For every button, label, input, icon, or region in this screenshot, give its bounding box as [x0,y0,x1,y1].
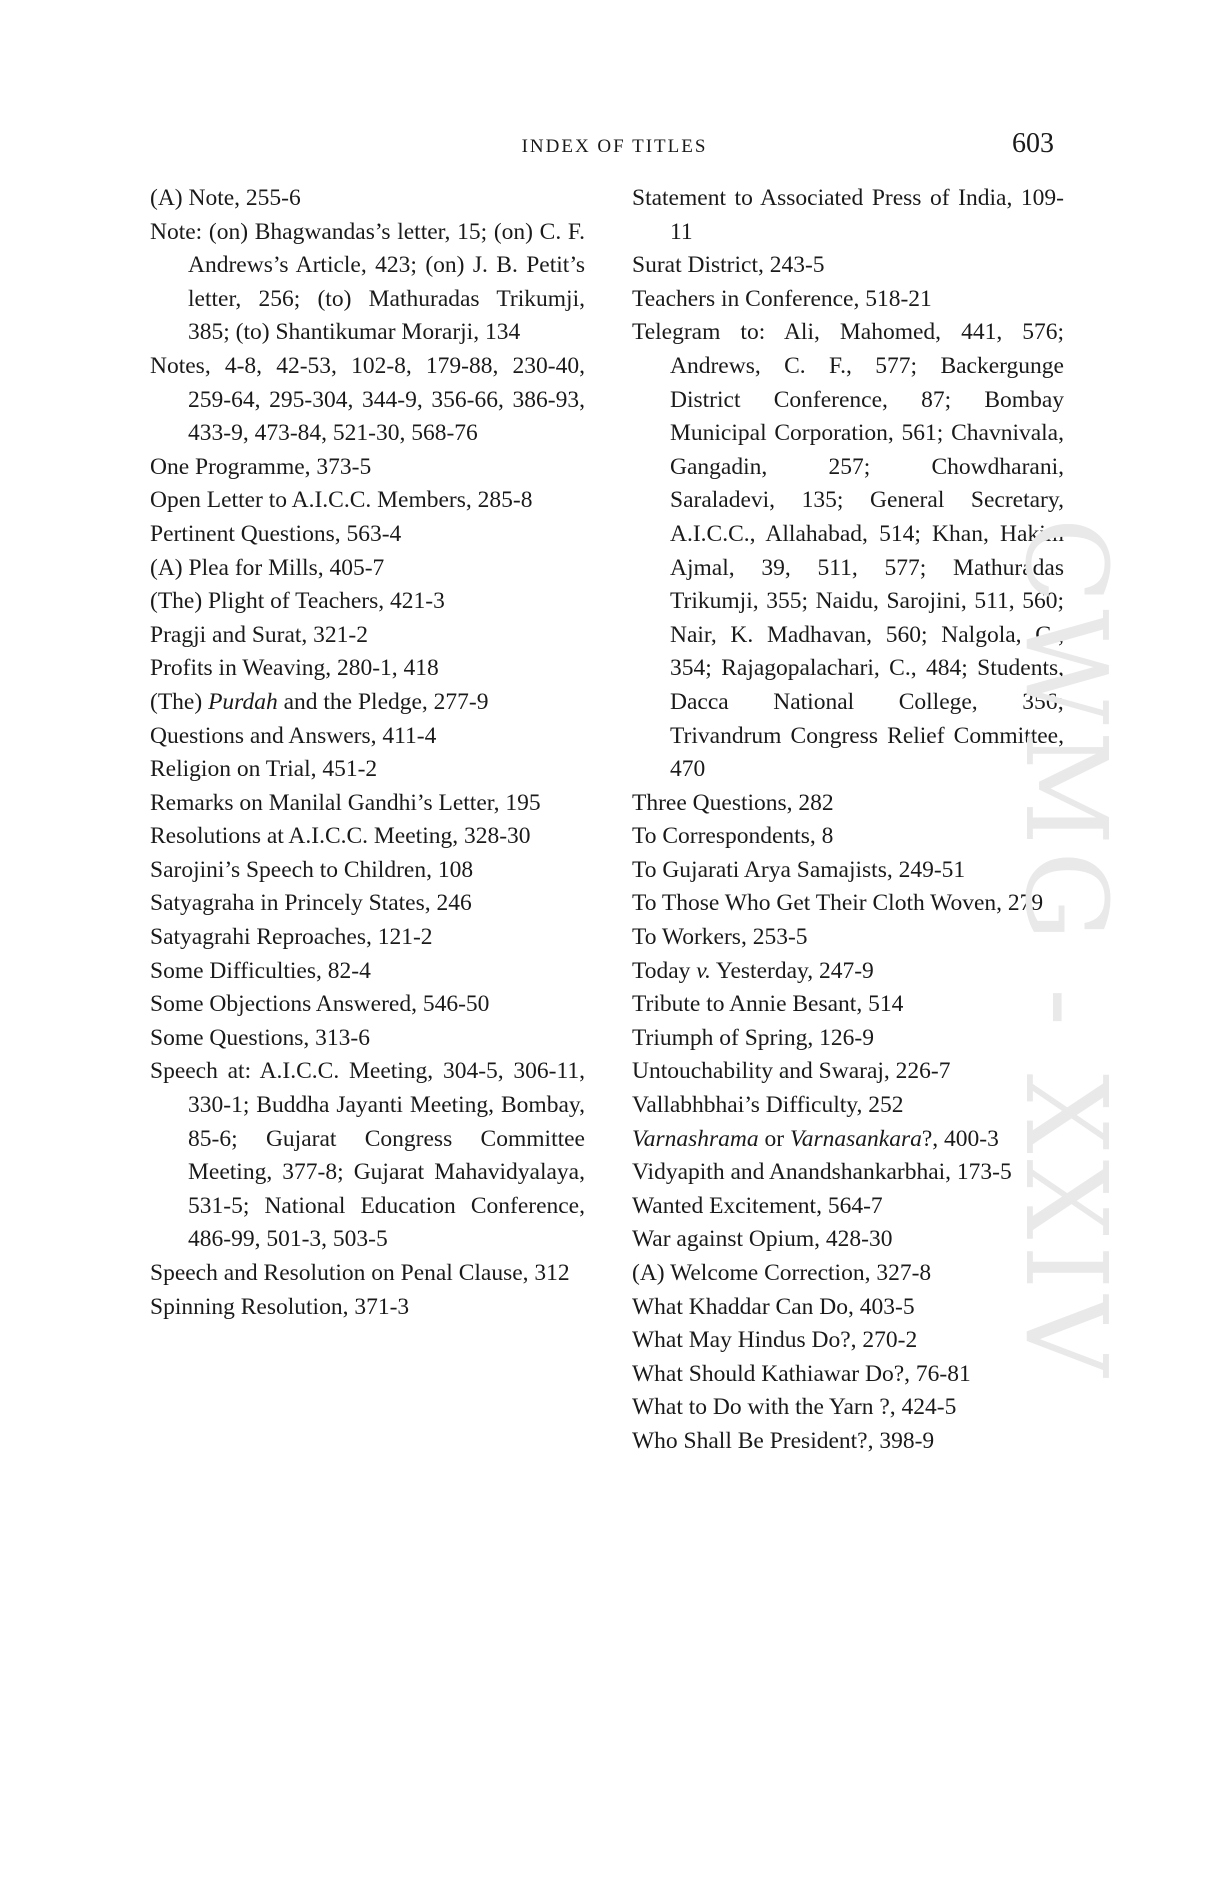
index-entry: What Should Kathiawar Do?, 76-81 [632,1360,971,1387]
running-header-title: INDEX OF TITLES [521,136,708,157]
index-entry-text: and the Pledge, 277-9 [277,688,489,715]
index-entry: Remarks on Manilal Gandhi’s Letter, 195 [150,789,541,816]
page-header [0,128,1229,168]
index-entry-italic: v. [696,957,711,984]
index-entry: What to Do with the Yarn ?, 424-5 [632,1394,957,1421]
index-entry: Some Questions, 313-6 [150,1024,370,1051]
index-entry [150,686,585,720]
index-entry: Who Shall Be President?, 398-9 [632,1427,935,1454]
index-entry: Notes, 4-8, 42-53, 102-8, 179-88, 230-40, 259-64, 295-304, 344-9, 356-66, 386-93, 433-9, 473-84, 521-30, 568-76 [150,352,585,447]
index-entry: Profits in Weaving, 280-1, 418 [150,655,439,682]
index-entry: Teachers in Conference, 518-21 [632,285,932,312]
index-entry: Questions and Answers, 411-4 [150,722,437,749]
index-entry: To Correspondents, 8 [632,823,834,850]
index-entry [632,955,1064,989]
index-entry: Surat District, 243-5 [632,252,825,279]
index-entry: To Those Who Get Their Cloth Woven, 279 [632,890,1044,917]
index-entry: Pragji and Surat, 321-2 [150,621,368,648]
index-entry: Vallabhbhai’s Difficulty, 252 [632,1092,904,1119]
index-entry: To Gujarati Arya Samajists, 249-51 [632,856,966,883]
index-entry: Note: (on) Bhagwandas’s letter, 15; (on) C. F. Andrews’s Article, 423; (on) J. B. Petit’s letter, 256; (to) Mathuradas Trikumji, 385; (to) Shantikumar Morarji, 134 [150,218,585,346]
index-entry: Three Questions, 282 [632,789,834,816]
index-entry: Sarojini’s Speech to Children, 108 [150,856,474,883]
index-entry-text: (The) [150,688,209,715]
index-entry: Pertinent Questions, 563-4 [150,520,402,547]
index-entry: (A) Plea for Mills, 405-7 [150,554,385,581]
index-entry-italic: Varnasankara [790,1125,922,1152]
index-entry: Resolutions at A.I.C.C. Meeting, 328-30 [150,823,531,850]
index-entry: Untouchability and Swaraj, 226-7 [632,1058,951,1085]
index-entry: One Programme, 373-5 [150,453,372,480]
index-entry: Some Objections Answered, 546-50 [150,991,490,1018]
index-entry: Spinning Resolution, 371-3 [150,1293,410,1320]
index-entry: Vidyapith and Anandshankarbhai, 173-5 [632,1159,1012,1186]
index-entry: (A) Note, 255-6 [150,185,301,211]
index-entry: Satyagrahi Reproaches, 121-2 [150,924,433,951]
index-entry: To Workers, 253-5 [632,924,808,951]
index-entry: Tribute to Annie Besant, 514 [632,991,904,1018]
index-entry: (A) Welcome Correction, 327-8 [632,1260,932,1286]
index-entry: Some Difficulties, 82-4 [150,957,371,984]
index-entry: Speech and Resolution on Penal Clause, 312 [150,1260,570,1286]
index-entry-italic: Varnashrama [632,1125,759,1152]
watermark-text: CWMG - XXIV [1000,517,1130,1383]
index-entry: What Khaddar Can Do, 403-5 [632,1293,915,1320]
index-entry: Open Letter to A.I.C.C. Members, 285-8 [150,487,533,514]
index-entry: Statement to Associated Press of India, 109-11 [632,185,1064,245]
index-entry-text: Yesterday, 247-9 [710,957,874,984]
index-entry: Telegram to: Ali, Mahomed, 441, 576; Andrews, C. F., 577; Backergunge District Conference, 87; Bombay Municipal Corporation, 561; Chavnivala, Gangadin, 257; Chowdharani, Saraladevi, 135; General Secretary, A.I.C.C., Allahabad, 514; Khan, Hakim Ajmal, 39, 511, 577; Mathuradas Trikumji, 355; Naidu, Sarojini, 511, 560; Nair, K. Madhavan, 560; Nalgola, G., 354; Rajagopalachari, C., 484; Students, Dacca National College, 356; Trivandrum Congress Relief Committee, 470 [632,319,1064,783]
index-entry [632,1123,1064,1157]
index-entry: What May Hindus Do?, 270-2 [632,1327,918,1354]
index-column-right [632,182,1064,1459]
index-column-left [150,182,585,1324]
index-entry: Triumph of Spring, 126-9 [632,1024,874,1051]
index-entry-italic: Purdah [208,688,278,715]
index-entry: (The) Plight of Teachers, 421-3 [150,588,445,615]
index-entry: War against Opium, 428-30 [632,1226,893,1253]
index-entry-text: Today [632,957,697,984]
index-entry: Wanted Excitement, 564-7 [632,1192,883,1219]
index-entry-text: ?, 400-3 [921,1125,999,1152]
page-number: 603 [1012,128,1054,159]
index-entry-text: or [758,1125,790,1152]
index-entry: Speech at: A.I.C.C. Meeting, 304-5, 306-11, 330-1; Buddha Jayanti Meeting, Bombay, 85-6; Gujarat Congress Committee Meeting, 377-8; Gujarat Mahavidyalaya, 531-5; National Education Conference, 486-99, 501-3, 503-5 [150,1058,585,1253]
index-entry: Satyagraha in Princely States, 246 [150,890,472,917]
index-entry: Religion on Trial, 451-2 [150,756,378,783]
